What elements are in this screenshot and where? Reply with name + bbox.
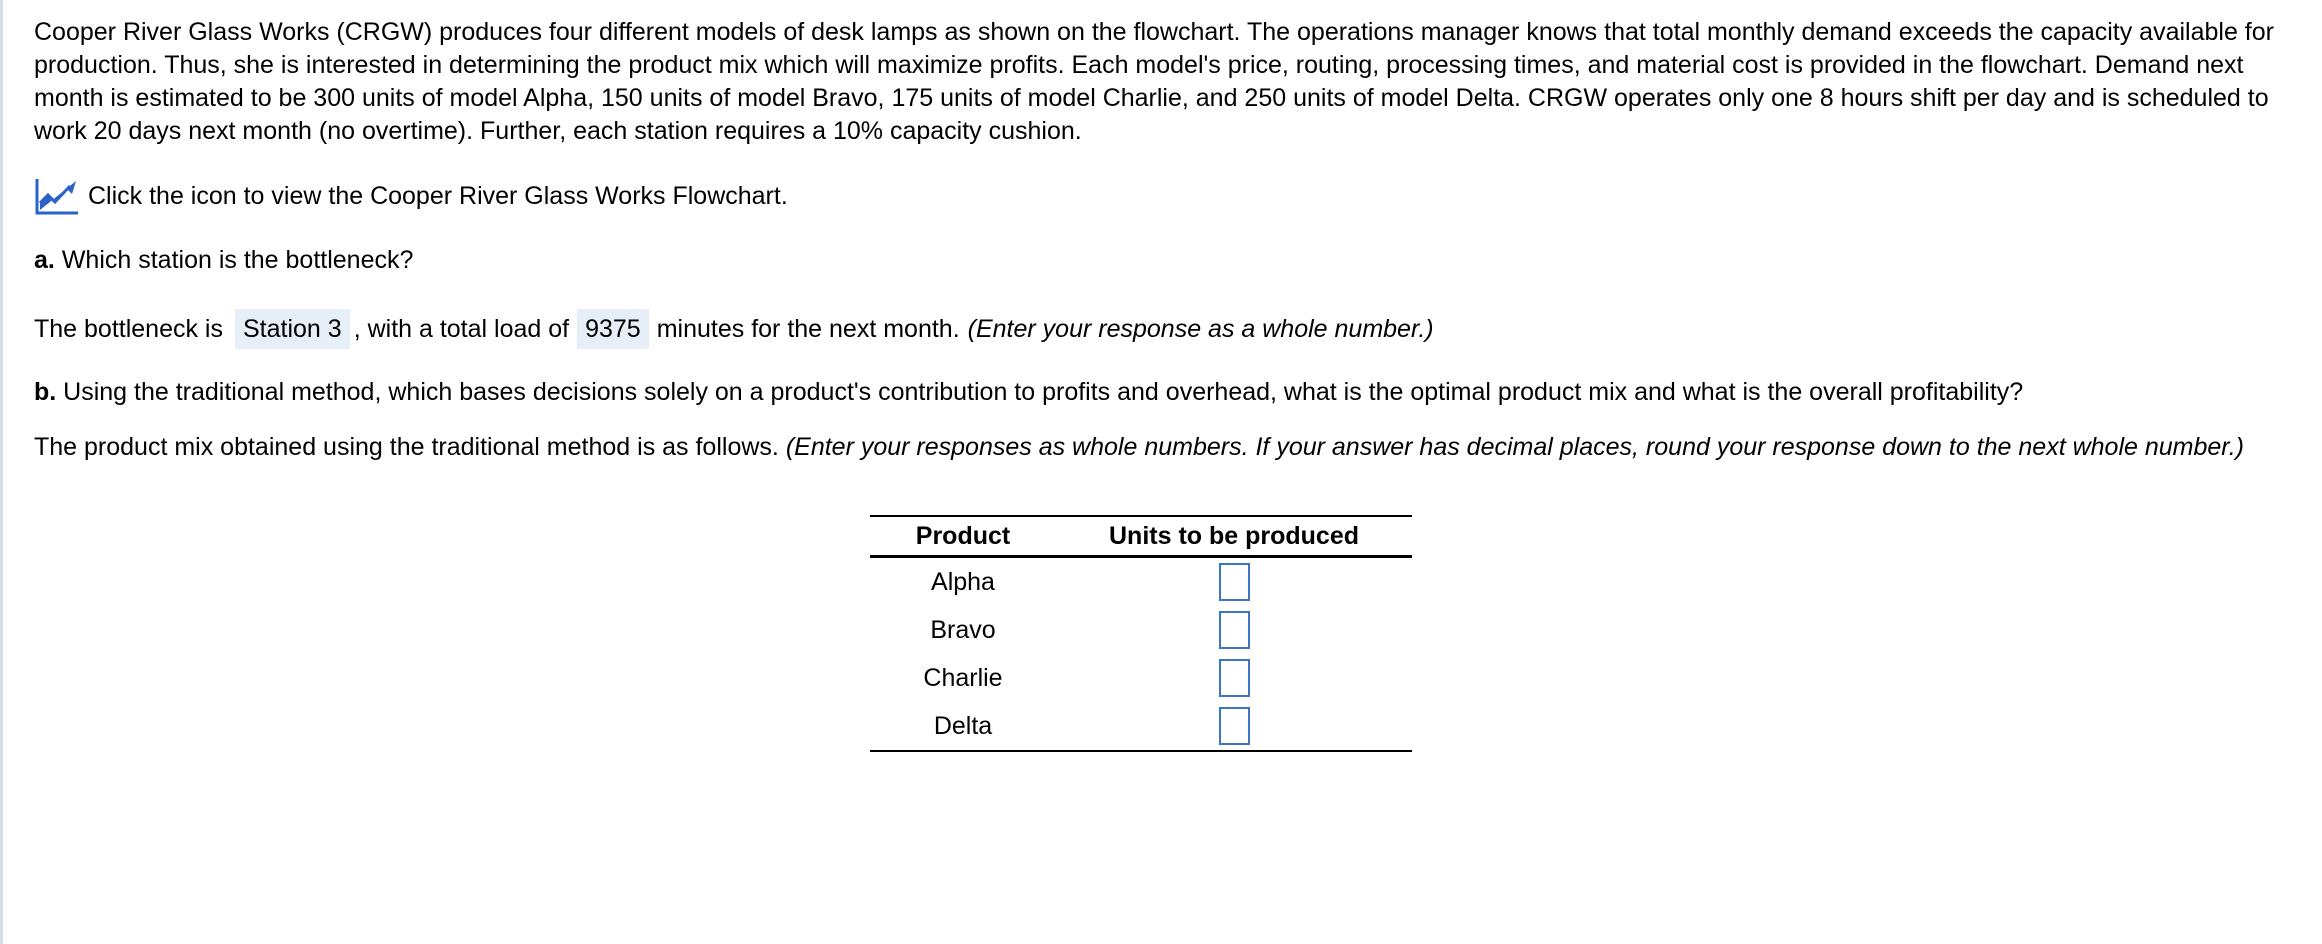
answer-middle: , with a total load of bbox=[353, 314, 570, 343]
mix-text: The product mix obtained using the traditional method is as follows. bbox=[34, 433, 779, 461]
product-mix-table bbox=[870, 515, 1412, 752]
chart-icon[interactable] bbox=[34, 177, 80, 215]
units-cell bbox=[1056, 557, 1412, 607]
product-name: Delta bbox=[870, 702, 1056, 751]
product-name: Alpha bbox=[931, 567, 995, 596]
product-name: Charlie bbox=[923, 663, 1003, 692]
part-a-text: Which station is the bottleneck? bbox=[61, 246, 414, 274]
header-units: Units to be produced bbox=[1056, 516, 1412, 557]
units-input-delta[interactable] bbox=[1219, 707, 1250, 745]
table-header-row bbox=[870, 516, 1412, 557]
bottleneck-answer[interactable]: Station 3 bbox=[235, 309, 350, 349]
units-input-alpha[interactable] bbox=[1219, 563, 1250, 601]
mix-note: (Enter your responses as whole numbers. If your answer has decimal places, round your response down to the next whole number.) bbox=[785, 433, 2244, 461]
part-a-question bbox=[34, 244, 2274, 277]
left-border bbox=[0, 0, 3, 944]
units-cell bbox=[1056, 654, 1412, 702]
answer-prefix: The bottleneck is bbox=[34, 314, 223, 343]
header-product: Product bbox=[870, 516, 1056, 557]
problem-statement: Cooper River Glass Works (CRGW) produces four different models of desk lamps as shown on the flowchart. The operations manager knows that total monthly demand exceeds the capacity available for production. Thus, she is interested in determining the product mix which will maximize profits. Each model's price, routing, processing times, and material cost is provided in the flowchart. Demand next month is estimated to be 300 units of model Alpha, 150 units of model Bravo, 175 units of model Charlie, and 250 units of model Delta. CRGW operates only one 8 hours shift per day and is scheduled to work 20 days next month (no overtime). Further, each station requires a 10% capacity cushion. bbox=[34, 18, 2274, 145]
product-name: Bravo bbox=[930, 615, 996, 644]
answer-note: (Enter your response as a whole number.) bbox=[967, 314, 1434, 343]
question-content bbox=[34, 16, 2274, 464]
units-cell bbox=[1056, 606, 1412, 654]
part-b-text: Using the traditional method, which bases decisions solely on a product's contribution to profits and overhead, what is the optimal product mix and what is the overall profitability? bbox=[63, 378, 2024, 406]
load-answer[interactable]: 9375 bbox=[577, 309, 649, 349]
flowchart-link-row bbox=[34, 176, 2274, 216]
table-row bbox=[870, 702, 1412, 751]
table-row bbox=[870, 557, 1412, 607]
part-a-label: a. bbox=[34, 246, 55, 274]
answer-suffix: minutes for the next month. bbox=[656, 314, 960, 343]
flowchart-link-text[interactable]: Click the icon to view the Cooper River Glass Works Flowchart. bbox=[88, 181, 788, 210]
part-b-label: b. bbox=[34, 378, 57, 406]
units-cell bbox=[1056, 702, 1412, 751]
units-input-charlie[interactable] bbox=[1219, 659, 1250, 697]
product-mix-instructions bbox=[34, 431, 2274, 464]
part-b-question bbox=[34, 376, 2274, 409]
table-row bbox=[870, 654, 1412, 702]
units-input-bravo[interactable] bbox=[1219, 611, 1250, 649]
part-a-answer bbox=[34, 309, 2274, 349]
table-row bbox=[870, 606, 1412, 654]
